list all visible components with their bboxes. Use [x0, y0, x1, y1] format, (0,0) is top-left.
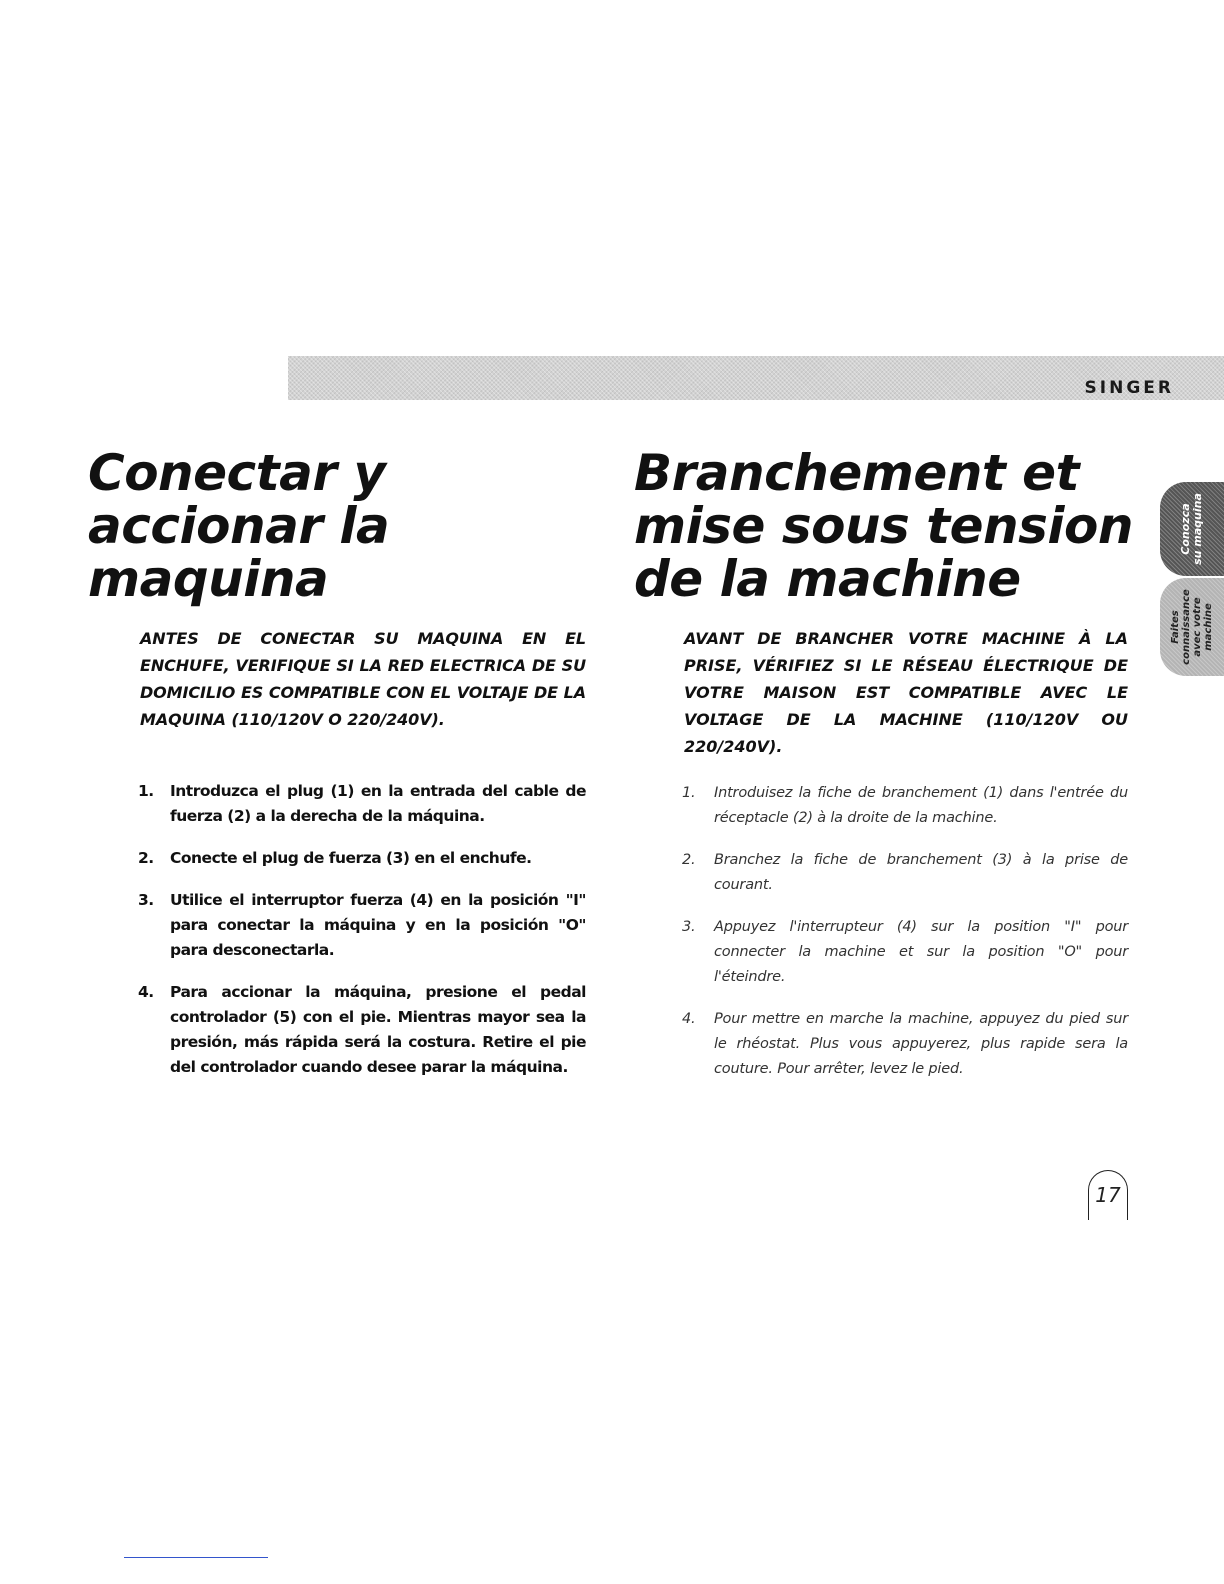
spanish-steps	[138, 779, 586, 1097]
step-number: 1.	[682, 785, 696, 801]
step-text: Pour mettre en marche la machine, appuyez du pied sur le rhéostat. Plus vous appuyerez, plus rapide sera la couture. Pour arrêter, levez le pied.	[714, 1011, 1128, 1077]
side-tab-line: connaissance	[1181, 589, 1192, 665]
step-text: Introduisez la fiche de branchement (1) dans l'entrée du réceptacle (2) à la droite de la machine.	[714, 785, 1128, 826]
spanish-warning: ANTES DE CONECTAR SU MAQUINA EN EL ENCHUFE, VERIFIQUE SI LA RED ELECTRICA DE SU DOMICILIO ES COMPATIBLE CON EL VOLTAJE DE LA MAQUINA (110/120V O 220/240V).	[140, 629, 586, 729]
spanish-step	[138, 779, 586, 829]
spanish-title-line: maquina	[88, 550, 329, 608]
french-step	[682, 915, 1128, 990]
step-number: 2.	[682, 852, 696, 868]
french-step	[682, 848, 1128, 898]
brand-name: SINGER	[1084, 378, 1174, 398]
spanish-title-line: Conectar y	[88, 444, 386, 502]
side-tab-french-label	[1170, 589, 1214, 665]
french-title	[634, 444, 1154, 608]
french-title-line: de la machine	[634, 550, 1021, 608]
step-number: 4.	[682, 1011, 696, 1027]
side-tab-spanish-label	[1180, 493, 1204, 565]
spanish-title	[88, 444, 548, 608]
side-tab-line: avec votre	[1192, 597, 1203, 657]
step-number: 3.	[138, 891, 154, 909]
step-number: 2.	[138, 849, 154, 867]
side-tab-line: machine	[1203, 603, 1214, 651]
french-title-line: mise sous tension	[634, 497, 1133, 555]
side-tab-french[interactable]	[1160, 578, 1224, 676]
step-text: Introduzca el plug (1) en la entrada del cable de fuerza (2) a la derecha de la máquina.	[170, 782, 586, 825]
spanish-step	[138, 846, 586, 871]
header-band	[288, 356, 1224, 400]
spanish-step	[138, 980, 586, 1080]
step-text: Conecte el plug de fuerza (3) en el enchufe.	[170, 849, 532, 867]
step-text: Para accionar la máquina, presione el pedal controlador (5) con el pie. Mientras mayor sea la presión, más rápida será la costura. Retire el pie del controlador cuando desee parar la máquina.	[170, 983, 586, 1076]
spanish-step	[138, 888, 586, 963]
step-text: Utilice el interruptor fuerza (4) en la posición "I" para conectar la máquina y en la posición "O" para desconectarla.	[170, 891, 586, 959]
step-text: Branchez la fiche de branchement (3) à la prise de courant.	[714, 852, 1128, 893]
side-tab-line: Conozca	[1179, 503, 1192, 555]
side-tab-line: Faites	[1170, 610, 1181, 644]
step-number: 4.	[138, 983, 154, 1001]
footer-rule	[124, 1557, 268, 1558]
french-title-line: Branchement et	[634, 444, 1079, 502]
french-step	[682, 781, 1128, 831]
step-number: 1.	[138, 782, 154, 800]
side-tab-spanish[interactable]	[1160, 482, 1224, 576]
french-steps	[682, 781, 1128, 1099]
french-warning: AVANT DE BRANCHER VOTRE MACHINE À LA PRISE, VÉRIFIEZ SI LE RÉSEAU ÉLECTRIQUE DE VOTRE MAISON EST COMPATIBLE AVEC LE VOLTAGE DE LA MACHINE (110/120V OU 220/240V).	[684, 629, 1128, 756]
step-text: Appuyez l'interrupteur (4) sur la position "I" pour connecter la machine et sur la position "O" pour l'éteindre.	[714, 919, 1128, 985]
side-tab-line: su maquina	[1191, 493, 1204, 565]
step-number: 3.	[682, 919, 696, 935]
page-number: 17	[1088, 1170, 1128, 1220]
french-step	[682, 1007, 1128, 1082]
spanish-title-line: accionar la	[88, 497, 390, 555]
